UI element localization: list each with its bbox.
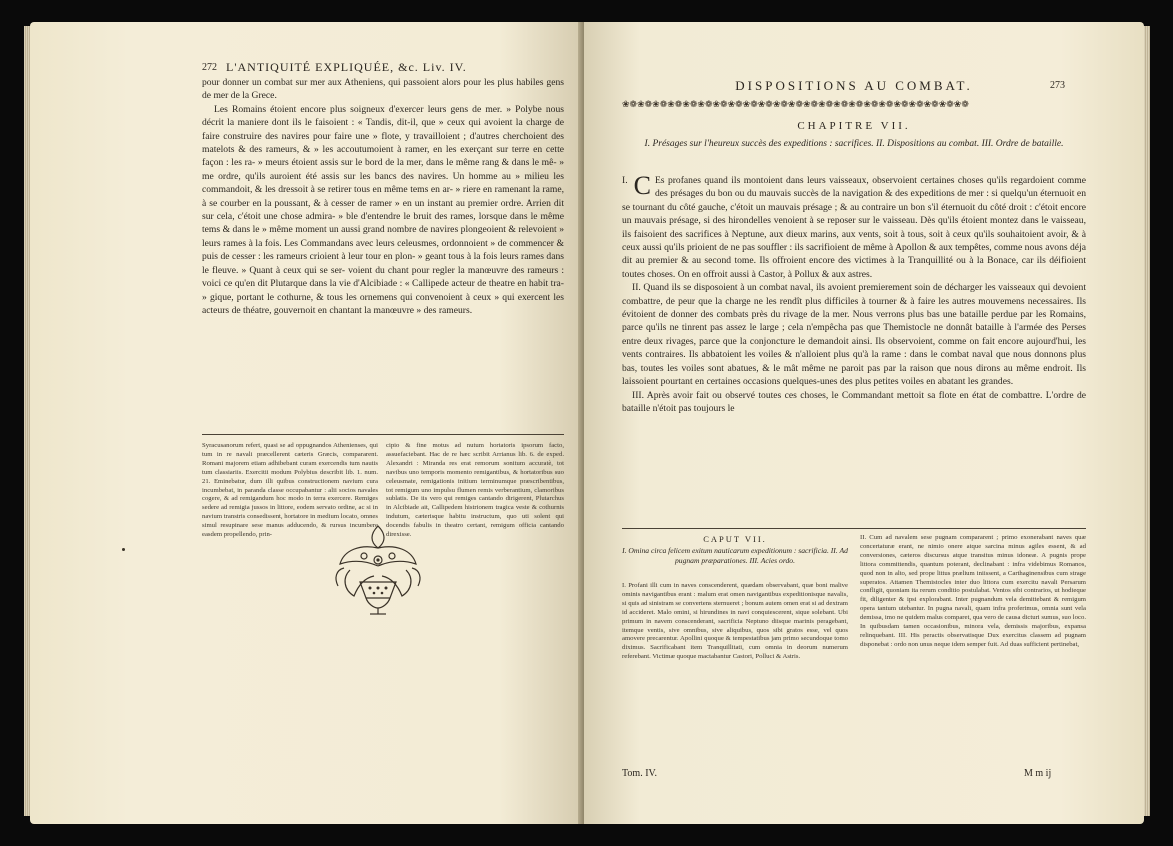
right-page-number: 273: [1050, 80, 1065, 91]
volume-signature: Tom. IV.: [622, 768, 657, 779]
gathering-signature: M m ij: [1024, 768, 1052, 779]
left-page: [30, 22, 582, 824]
latin-text-column-2: II. Cum ad navalem sese pugnam compararent ; primo exonerabant naves quæ concertaturæ erant, ne nimio onere atque sarcina minus agiles essent, & ad conversiones, cæteros discursus atque transitus minus idoneæ. A pugnis prope littora committendis, quantum poterant, declinabant : infra videbimus Romanos, quod non in alto, sed prope littus prælium iniissent, a Carthaginensibus cum strage superatos. Attamen Themistocles inter duo littora cum exercitu navali Persarum confligit, quoniam ita rerum conditio postulabat. Ventos sibi contrarios, ut hodieque fit, diligenter & ipsi explorabant. Inter pugnandum vela demittebant & remigum opera tantum utebantur. In pugna navali, quam infra proferimus, omnia sunt vela demissa, imo ne quidem malus comparet, qua vero de causa dicturi sumus, suo loco. In quibusdam tamen occasionibus, minora vela, demissis majoribus, expansa relinquebant. III. His peractis observatisque Dux exercitus classem ad pugnam disponebat : ordo non unus neque idem semper fuit. Ad duas sufficient pertinebat,: [860, 534, 1086, 648]
right-body: [622, 171, 1086, 415]
footnote-rule: [202, 434, 564, 435]
section-1-text: Es profanes quand ils montoient dans leurs vaisseaux, observoient certaines choses qu'ils regardoient comme des présages du bon ou du mauvais succès de la navigation & des expeditions de mer : si quelqu'un éternuoit en se tournant du côté gauche, c'étoit un mauvais présage ; & au contraire un bon s'il éternuoit du côté droit : c'étoit encore un mauvais présage, si des hirondelles venoient à se reposer sur le vaisseau. Dès qu'ils étoient montez dans le vaisseau, ils faisoient des sacrifices à Neptune, aux dieux marins, aux vents, soit à tous, soit à ceux qu'ils souhaitoient avoir, & à ceux aussi qu'ils prioient de ne pas souffler : ils sacrifioient de même à Apollon & aux tempêtes, comme nous avons déja dit au premier & au second tome. Ils offroient encore des victimes à la Tranquillité ou à la Bonace, car ils déifioient toutes choses. On en offroit aussi à Castor, à Pollux & aux astres.: [622, 175, 1086, 280]
right-page: [584, 22, 1144, 824]
right-running-header: DISPOSITIONS AU COMBAT.: [735, 78, 973, 93]
left-paragraph-1: pour donner un combat sur mer aux Atheniens, qui passoient alors pour les plus habiles gens de mer de la Grece.: [202, 77, 564, 102]
section-1-label: I.: [622, 175, 628, 186]
latin-section-rule: [622, 528, 1086, 529]
latin-notes-column-1: Syracusanorum refert, quasi se ad oppugnandos Athenienses, qui tum in re navali præcellerent cæteris Græcis, compararent. Romani majorem etiam adhibebant curam exercendis tum nautis tum classiariis. Exercitii modum Polybius describit lib. 1. num. 21. Eminebatur, dum illi quibus constructionem navium cura incumbebat, in paranda classe occupabantur : alii socios navales cogere, & ad remigandum hoc modo in terra exercere. Remiges sedere ad remigia jussos in littore, eodem servato ordine, ac si in navium transtris consedissent, hortatore in medium locato, omnes simul resupinare sese manus adducendo, & rursus incumbere easdem propellendo, prin-: [202, 442, 378, 539]
section-3-text: III. Après avoir fait ou observé toutes ces choses, le Commandant mettoit sa flote en état de combattre. L'ordre de bataille n'étoit pas toujours le: [622, 389, 1086, 414]
left-body: [202, 76, 564, 317]
chapter-subtitle: I. Présages sur l'heureux succès des expeditions : sacrifices. II. Dispositions au combat. III. Ordre de bataille.: [644, 139, 1064, 149]
printers-ornament-band: ❀❁❀❁❀❁❀❁❀❁❀❁❀❁❀❁❀❁❀❁❀❁❀❁❀❁❀❁❀❁❀❁❀❁❀❁❀❁❀❁❀❁❀❁❀❁: [622, 100, 969, 110]
chapter-title: CHAPITRE VII.: [797, 120, 911, 132]
drop-cap-letter: C: [633, 171, 651, 200]
latin-text-column-1: I. Profani illi cum in naves conscenderent, quædam observabant, quæ boni malive ominis navigantibus erant : malum erat omen navigantibus expeditionisque navalis, si quis ad sinistram se convertens sternueret ; bonum autem omen erat si ad dextram id accideret. Malo omini, si hirundines in navi conquiescerent, sique solebant. Ubi primum in navem conscenderant, sacrificia Neptuno diisque marinis peragebant, itemque ventis, sive omnibus, sive aliquibus, quos sibi gratos esse, vel quos amovere precarentur. Apollini quoque & tempestatibus jam primo secundoque tomo diximus. Sacrificabant item Tranquillitati, cum omnia in deorum numerum referebant. Victimæ quoque mactabantur Castori, Polluci & Astris.: [622, 582, 848, 661]
page-blemish: [122, 548, 125, 551]
left-page-number: 272: [202, 62, 217, 73]
section-2-text: II. Quand ils se disposoient à un combat naval, ils avoient premierement soin de décharger les vaisseaux qui devoient combattre, de peur que la charge ne les rendît plus difficiles à tourner & à faire les autres mouvemens necessaires. Ils évitoient de donner des combats près du rivage de la mer. Nous verrons plus bas une bataille perdue par les Romains, parce qu'ils ne tinrent pas assez le large ; cela n'empêcha pas que Themistocle ne donnât bataille à l'armée des Perses entre deux rivages, parce que la conjoncture le demandoit ainsi. Ils observoient, comme on fait encore aujourd'hui, les vents contraires. Ils abbatoient les voiles & n'alloient plus qu'à la rame : dans le combat naval que nous donnons plus bas, toutes les voiles sont abatues, & le mât même ne paroit pas par la raison que nous dirons au même endroit. Ils laissoient pourtant en certaines occasions quelques-unes des plus petites voiles en abatant les grandes.: [622, 282, 1086, 388]
left-running-header: L'ANTIQUITÉ EXPLIQUÉE, &c. Liv. IV.: [226, 60, 467, 74]
latin-notes-column-2: cipio & fine motus ad nutum hortatoris ipsorum facto, assuefaciebant. Hac de re hæc scribit Arrianus lib. 6. de exped. Alexandri : Miranda res erat remorum sonitum accuratè, tot navibus uno temporis momento remigantibus, & hortatoribus suo celeusmate, remigationis initium terminumque præscribentibus, tot remigum uno impulsu flumen remis verberantium, clamoribus sublatis. De iis vero qui remiges cantando dirigerent, Plutarchus in Alcibiade ait, Callipedem histrionem tragica veste & cothurnis indutum, cæterisque habitu instructum, quo uti solent qui docendis fabulis in theatro certant, remigum officia cantando direxisse.: [386, 442, 564, 539]
latin-caput-title: CAPUT VII.: [703, 534, 767, 544]
latin-caput-subtitle: I. Omina circa felicem exitum nauticarum expeditionum : sacrificia. II. Ad pugnam præparationes. III. Acies ordo.: [622, 546, 848, 565]
floral-vignette-ornament: [330, 520, 426, 618]
left-paragraph-2: Les Romains étoient encore plus soigneux d'exercer leurs gens de mer. » Polybe nous décrit la maniere dont ils le faisoient : « Tandis, dit-il, que » ceux qui avoient la charge de faire construire des navires pour faire une » flote, y travailloient ; d'autres cherchoient des matelots & des rameurs, & » les accoutumoient à ramer, en les exerçant sur terre en cette façon : les ra- » meurs étoient assis sur le bord de la mer, dans le même rang & dans le mê- » me ordre, qu'ils auroient été assis sur les bancs des navires. Un homme au » milieu les commandoit, & les dressoit à se retirer tous en même tems en ar- » riere en ramenant la rame, à se courber en la poussant, & à cesser de ramer » en un instant au premier ordre. Arrien dit sur cela, c'étoit une chose admira- » ble d'entendre le bruit des rames, lorsque dans le même tems & dans le » même moment un aussi grand nombre de navires plongeoient & relevoient » leurs rames à la fois. Les Commandans avec leurs celeusmes, ordonnoient » de commencer & puis de cesser : les rameurs crioient à leur tour en plon- » geant tous à la fois leurs rames dans le fleuve. » Quant à ceux qui se ser- voient du chant pour regler la manœuvre des rameurs : voici ce qu'en dit Plutarque dans la vie d'Alcibiade : « Callipede acteur de theatre en habit tra- » gique, portant le cothurne, & tous les ornemens qui convenoient à ceux » qui exercent les acteurs de théatre, gouvernoit en chantant la manœuvre » des rameurs.: [202, 103, 564, 316]
right-page-edges: [1144, 26, 1150, 816]
